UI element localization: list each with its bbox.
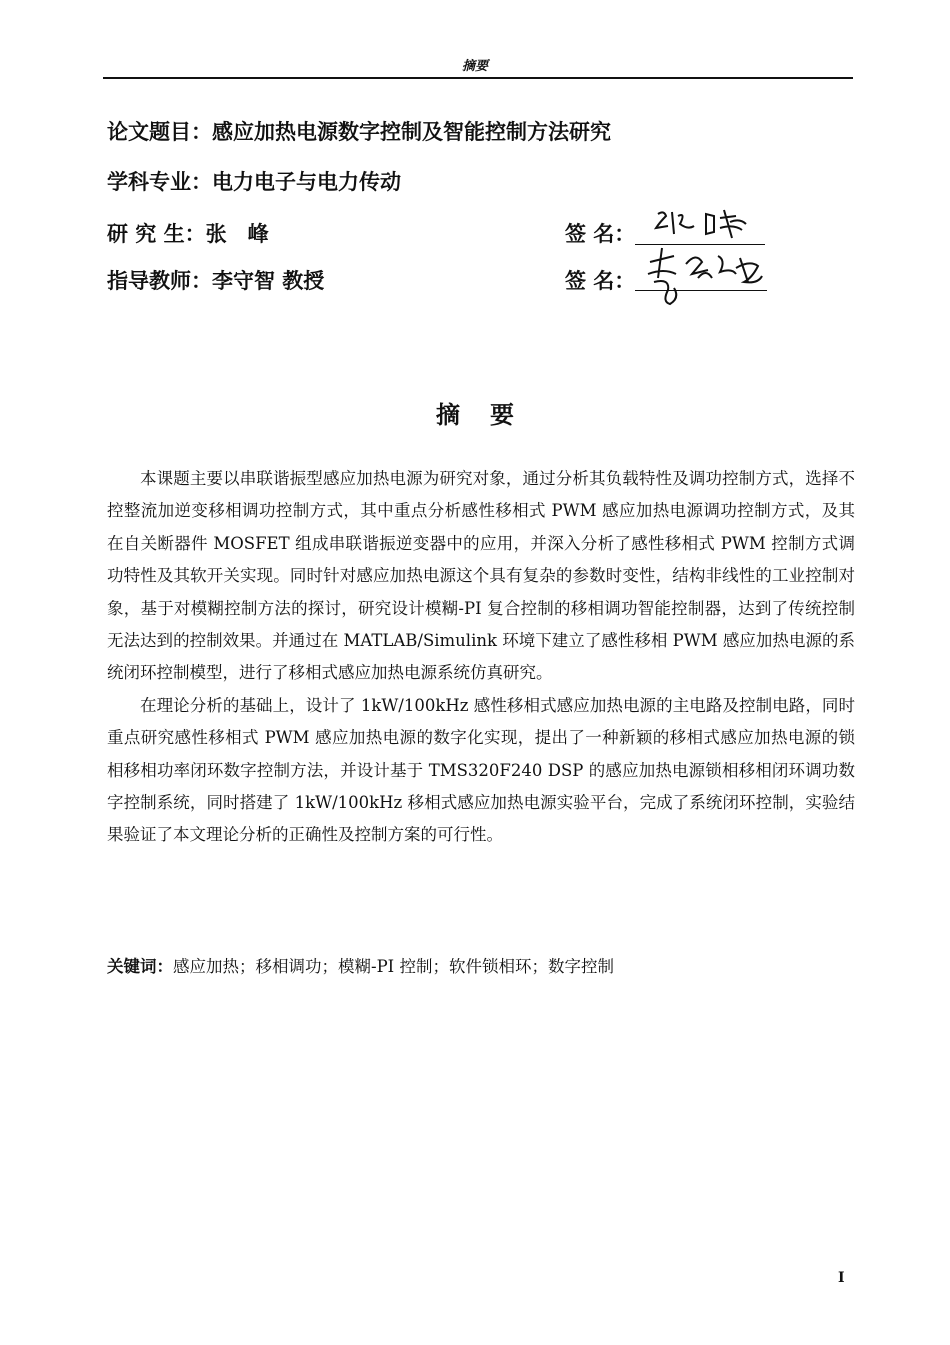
major-line	[107, 166, 401, 196]
advisor-value: 李守智 教授	[212, 268, 325, 293]
advisor-sign-label: 签 名：	[565, 268, 636, 293]
thesis-title-line	[107, 116, 611, 146]
abstract-body	[107, 463, 855, 852]
major-label: 学科专业：	[107, 169, 212, 194]
advisor-line	[107, 265, 324, 295]
student-value: 张 峰	[205, 221, 269, 246]
thesis-title-value: 感应加热电源数字控制及智能控制方法研究	[212, 119, 611, 144]
student-line	[107, 218, 269, 248]
keywords-value: 感应加热；移相调功；模糊-PI 控制；软件锁相环；数字控制	[173, 957, 614, 976]
abstract-heading: 摘要	[436, 400, 544, 429]
running-header: 摘要	[461, 59, 488, 74]
header-rule	[103, 77, 853, 79]
advisor-signature	[640, 238, 770, 308]
student-label: 研 究 生：	[107, 221, 206, 246]
keywords-label: 关键词：	[107, 957, 173, 976]
abstract-paragraph-2: 在理论分析的基础上，设计了 1kW/100kHz 感性移相式感应加热电源的主电路及控制电路，同时重点研究感性移相式 PWM 感应加热电源的数字化实现，提出了一种新颖的移相式感应加热电源的锁相移相功率闭环数字控制方法，并设计基于 TMS320F240 DSP 的感应加热电源锁相移相闭环调功数字控制系统，同时搭建了 1kW/100kHz 移相式感应加热电源实验平台，完成了系统闭环控制，实验结果验证了本文理论分析的正确性及控制方案的可行性。	[107, 695, 855, 845]
advisor-label: 指导教师：	[107, 268, 212, 293]
major-value: 电力电子与电力传动	[212, 169, 401, 194]
thesis-title-label: 论文题目：	[107, 119, 212, 144]
page-number: I	[838, 1270, 845, 1286]
student-sign-label: 签 名：	[565, 221, 636, 246]
keywords-line	[107, 953, 614, 977]
abstract-paragraph-1: 本课题主要以串联谐振型感应加热电源为研究对象，通过分析其负载特性及调功控制方式，选择不控整流加逆变移相调功控制方式，其中重点分析感性移相式 PWM 感应加热电源调功控制方式，及其在自关断器件 MOSFET 组成串联谐振逆变器中的应用，并深入分析了感性移相式 PWM 控制方式调功特性及其软开关实现。同时针对感应加热电源这个具有复杂的参数时变性，结构非线性的工业控制对象，基于对模糊控制方法的探讨，研究设计模糊-PI 复合控制的移相调功智能控制器，达到了传统控制无法达到的控制效果。并通过在 MATLAB/Simulink 环境下建立了感性移相 PWM 感应加热电源的系统闭环控制模型，进行了移相式感应加热电源系统仿真研究。	[107, 469, 855, 683]
